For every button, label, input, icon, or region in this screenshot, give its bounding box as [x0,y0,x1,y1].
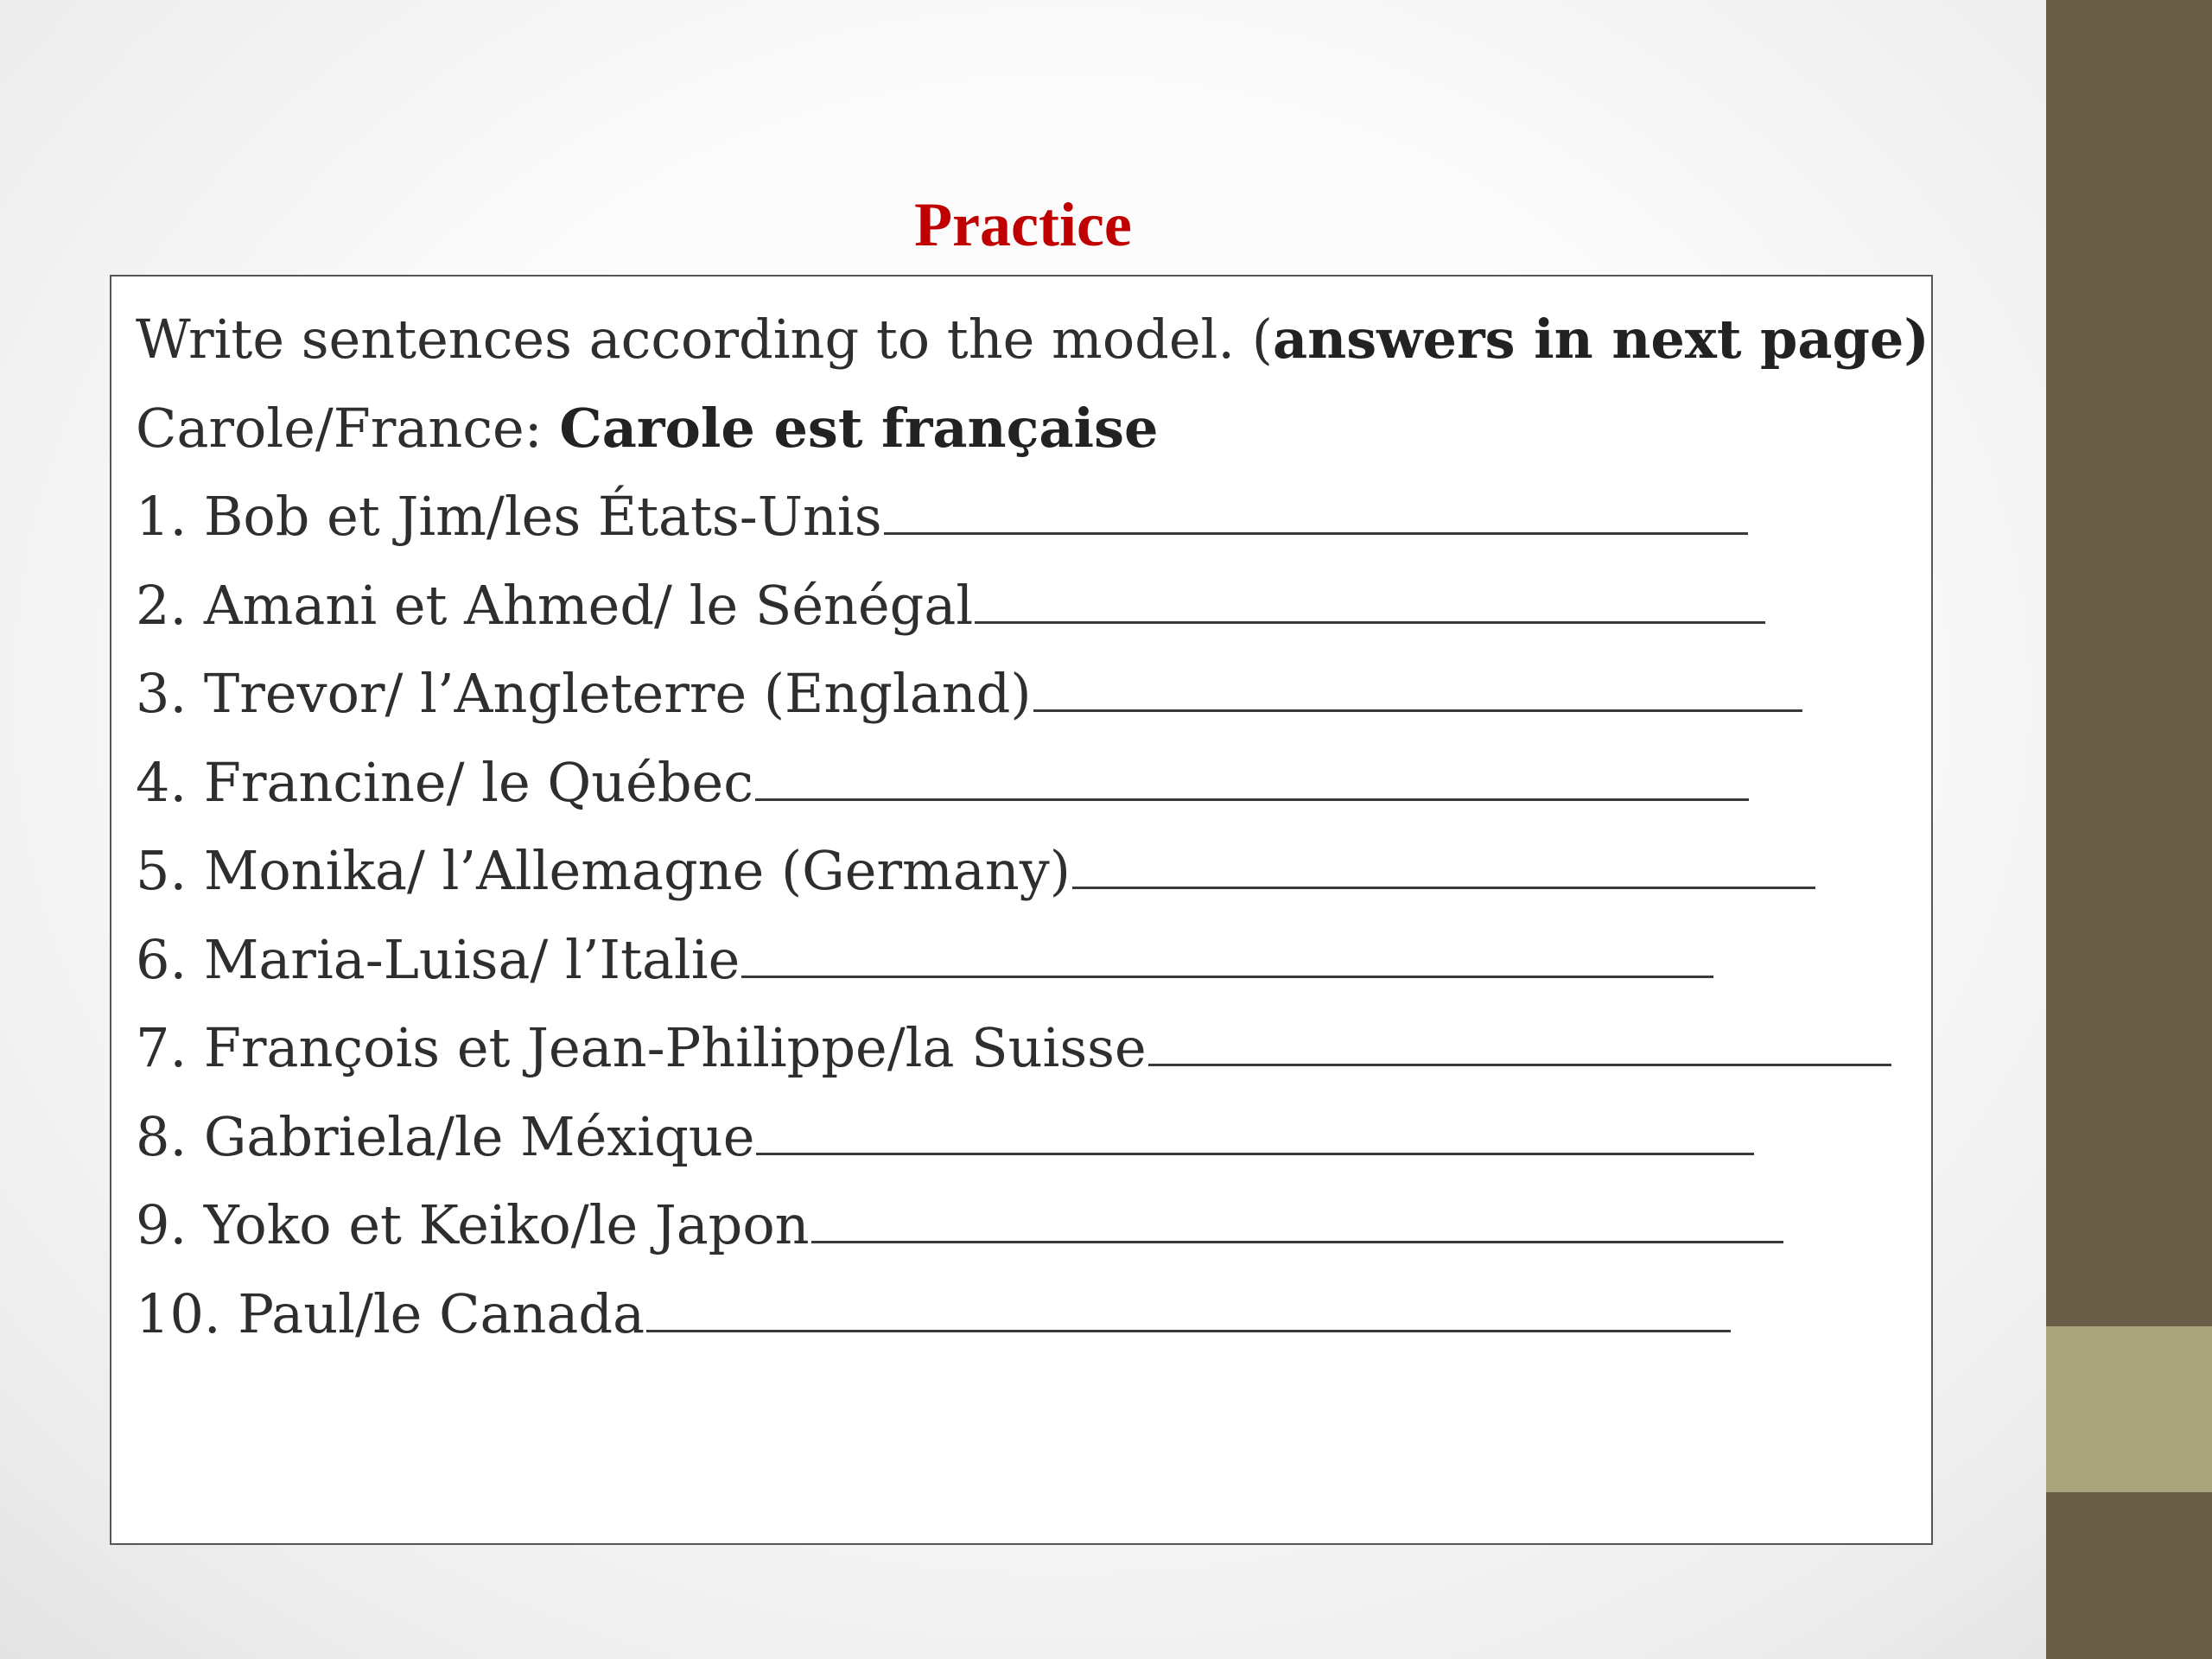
answer-blank[interactable] [741,976,1713,978]
item-text: 8. Gabriela/le Méxique [136,1104,755,1168]
item-text: 10. Paul/le Canada [136,1281,645,1345]
exercise-item [136,827,1929,916]
instruction-text: Write sentences according to the model. ( [136,308,1273,371]
answer-blank[interactable] [1072,887,1815,889]
answer-blank[interactable] [884,532,1748,535]
answer-blank[interactable] [646,1330,1731,1332]
instruction-bold: answers in next page) [1273,308,1929,371]
side-accent [2046,1326,2212,1492]
model-line [136,385,1929,474]
answer-blank[interactable] [755,798,1749,801]
slide-title: Practice [914,190,1132,259]
answer-blank[interactable] [975,621,1765,624]
item-text: 2. Amani et Ahmed/ le Sénégal [136,573,974,637]
item-text: 7. François et Jean-Philippe/la Suisse [136,1016,1147,1079]
exercise-item [136,562,1929,651]
exercise-item [136,1181,1929,1270]
model-answer: Carole est française [559,396,1159,460]
item-text: 5. Monika/ l’Allemagne (Germany) [136,839,1071,902]
exercise-item [136,650,1929,739]
item-text: 3. Trevor/ l’Angleterre (England) [136,662,1032,725]
exercise-item [136,1093,1929,1182]
exercise-item [136,739,1929,828]
item-text: 6. Maria-Luisa/ l’Italie [136,927,741,991]
answer-blank[interactable] [811,1241,1783,1243]
item-text: 1. Bob et Jim/les États-Unis [136,485,882,548]
item-text: 4. Francine/ le Québec [136,750,753,814]
model-prompt: Carole/France: [136,396,560,460]
exercise-item [136,473,1929,562]
exercise-item [136,916,1929,1005]
instruction-line [136,296,1929,385]
answer-blank[interactable] [756,1153,1754,1155]
exercise-lines [136,296,1929,1358]
answer-blank[interactable] [1148,1064,1891,1066]
exercise-item [136,1270,1929,1359]
exercise-item [136,1004,1929,1093]
answer-blank[interactable] [1033,709,1802,712]
item-text: 9. Yoko et Keiko/le Japon [136,1193,810,1256]
exercise-box [110,275,1933,1545]
